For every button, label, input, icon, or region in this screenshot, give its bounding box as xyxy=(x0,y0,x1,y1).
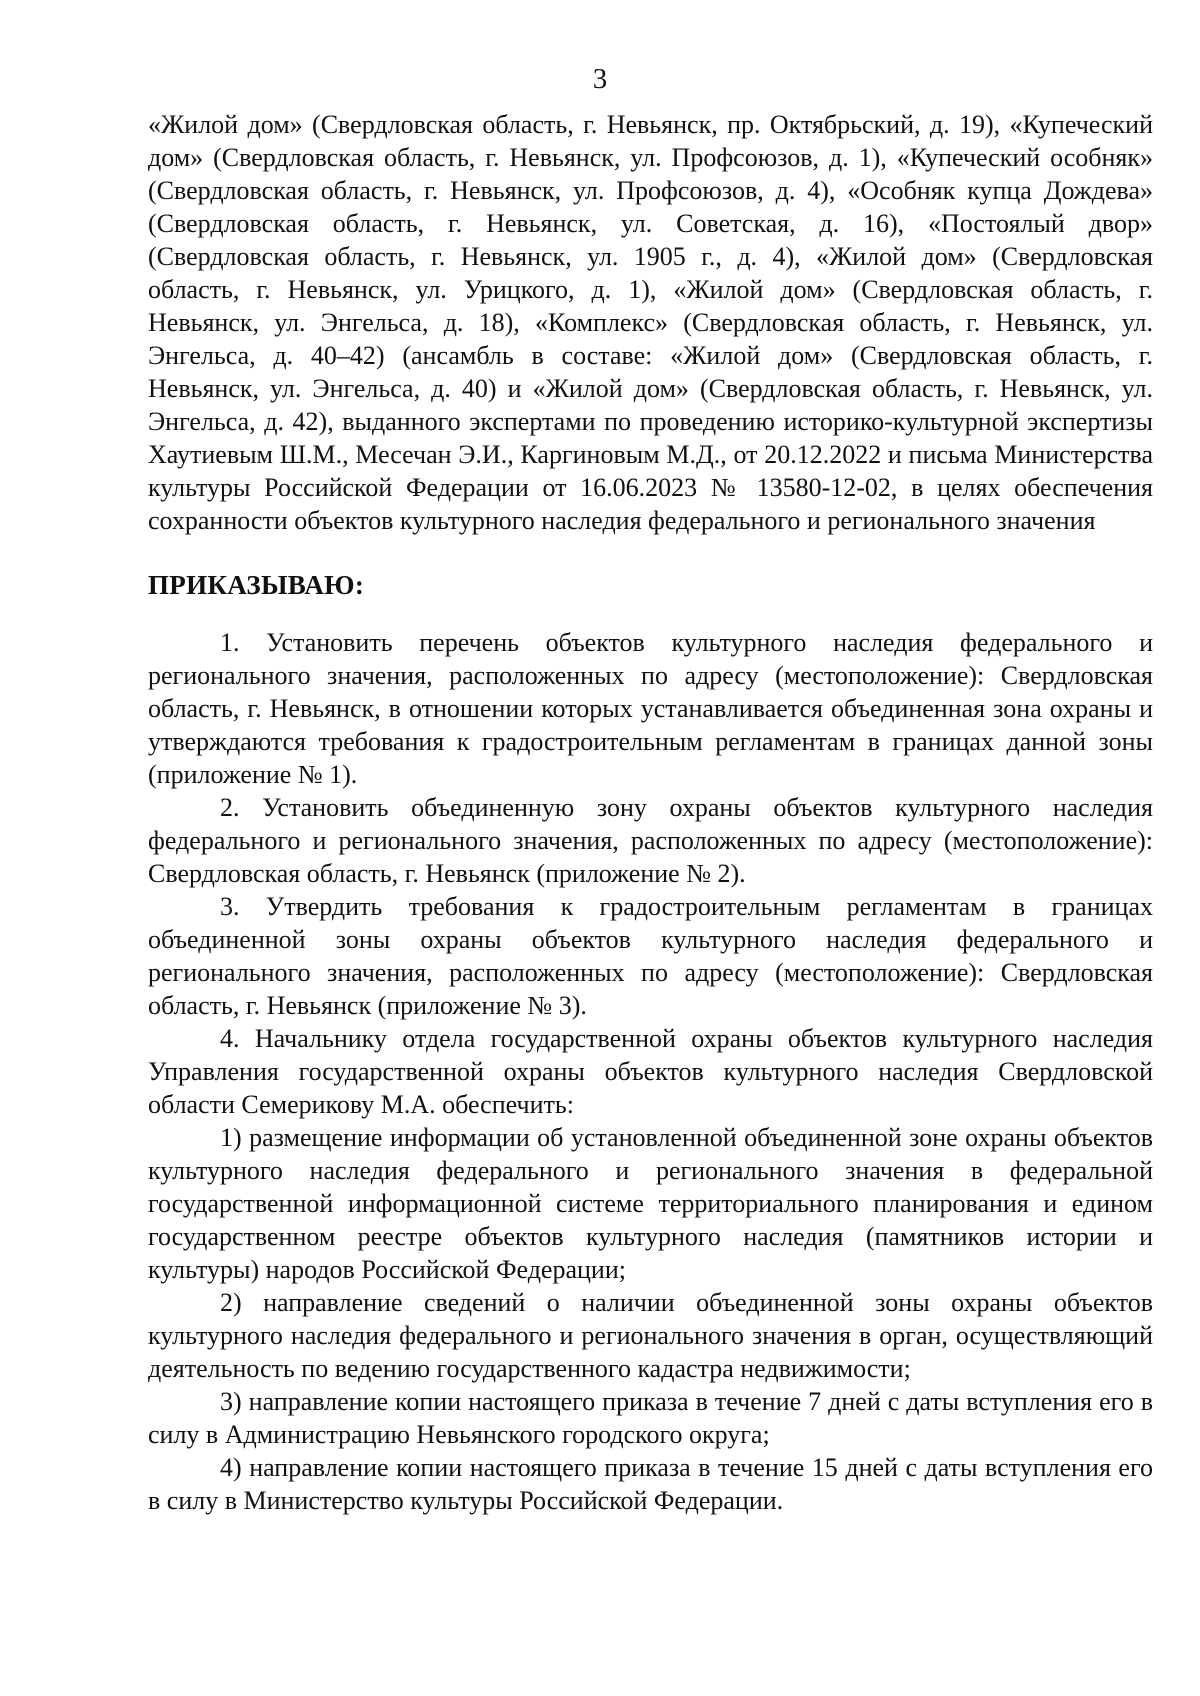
order-item-2: 2. Установить объединенную зону охраны объектов культурного наследия федерального и регионального значения, расположенных по адресу (местоположение): Свердловская область, г. Невьянск (приложение № 2). xyxy=(148,793,1153,888)
intro-paragraph: «Жилой дом» (Свердловская область, г. Невьянск, пр. Октябрьский, д. 19), «Купеческий дом» (Свердловская область, г. Невьянск, ул. Профсоюзов, д. 1), «Купеческий особняк» (Свердловская область, г. Невьянск, ул. Профсоюзов, д. 4), «Особняк купца Дождева» (Свердловская область, г. Невьянск, ул. Советская, д. 16), «Постоялый двор» (Свердловская область, г. Невьянск, ул. 1905 г., д. 4), «Жилой дом» (Свердловская область, г. Невьянск, ул. Урицкого, д. 1), «Жилой дом» (Свердловская область, г. Невьянск, ул. Энгельса, д. 18), «Комплекс» (Свердловская область, г. Невьянск, ул. Энгельса, д. 40–42) (ансамбль в составе: «Жилой дом» (Свердловская область, г. Невьянск, ул. Энгельса, д. 40) и «Жилой дом» (Свердловская область, г. Невьянск, ул. Энгельса, д. 42), выданного экспертами по проведению историко-культурной экспертизы Хаутиевым Ш.М., Месечан Э.И., Каргиновым М.Д., от 20.12.2022 и письма Министерства культуры Российской Федерации от 16.06.2023 № 13580-12-02, в целях обеспечения сохранности объектов культурного наследия федерального и регионального значения xyxy=(148,110,1153,535)
order-subitem-2: 2) направление сведений о наличии объединенной зоны охраны объектов культурного наследия федерального и регионального значения в орган, осуществляющий деятельность по ведению государственного кадастра недвижимости; xyxy=(148,1288,1153,1383)
order-item-4: 4. Начальнику отдела государственной охраны объектов культурного наследия Управления государственной охраны объектов культурного наследия Свердловской области Семерикову М.А. обеспечить: xyxy=(148,1024,1153,1119)
order-subitem-4: 4) направление копии настоящего приказа в течение 15 дней с даты вступления его в силу в Министерство культуры Российской Федерации. xyxy=(148,1453,1153,1515)
order-heading: ПРИКАЗЫВАЮ: xyxy=(148,570,365,600)
order-item-3: 3. Утвердить требования к градостроительным регламентам в границах объединенной зоны охраны объектов культурного наследия федерального и регионального значения, расположенных по адресу (местоположение): Свердловская область, г. Невьянск (приложение № 3). xyxy=(148,892,1153,1020)
order-subitem-1: 1) размещение информации об установленной объединенной зоне охраны объектов культурного наследия федерального и регионального значения в федеральной государственной информационной системе территориального планирования и едином государственном реестре объектов культурного наследия (памятников истории и культуры) народов Российской Федерации; xyxy=(148,1123,1153,1284)
document-body xyxy=(148,108,1153,1517)
order-subitem-3: 3) направление копии настоящего приказа в течение 7 дней с даты вступления его в силу в Администрацию Невьянского городского округа; xyxy=(148,1387,1153,1449)
page-number: 3 xyxy=(592,63,608,95)
order-item-1: 1. Установить перечень объектов культурного наследия федерального и регионального значения, расположенных по адресу (местоположение): Свердловская область, г. Невьянск, в отношении которых устанавливается объединенная зона охраны и утверждаются требования к градостроительным регламентам в границах данной зоны (приложение № 1). xyxy=(148,628,1153,789)
